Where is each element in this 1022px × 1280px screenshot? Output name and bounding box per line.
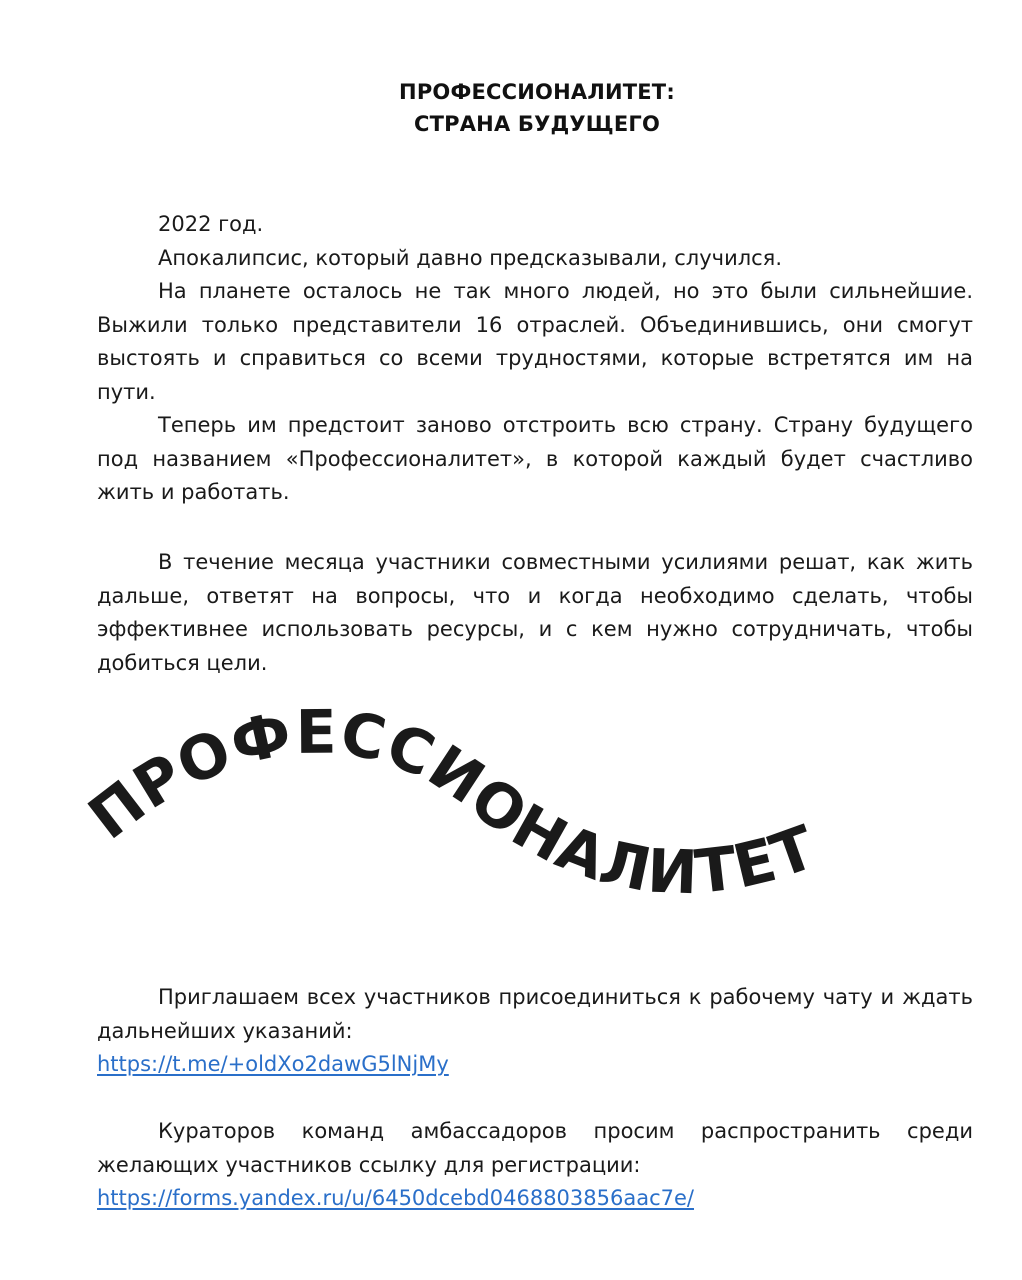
intro-paragraph-3: Теперь им предстоит заново отстроить всю страну. Страну будущего под названием «Профессионалитет», в которой каждый будет счастливо жить и работать. — [97, 413, 973, 504]
page-title-line-1: ПРОФЕССИОНАЛИТЕТ: — [399, 80, 675, 104]
wave-logo-text — [76, 700, 825, 908]
mission-paragraph: В течение месяца участники совместными усилиями решат, как жить дальше, ответят на вопросы, что и когда необходимо сделать, чтобы эффективнее использовать ресурсы, и с кем нужно сотрудничать, чтобы добиться цели. — [97, 550, 973, 675]
page-title-line-2: СТРАНА БУДУЩЕГО — [413, 112, 661, 136]
registration-paragraph: Кураторов команд амбассадоров просим распространить среди желающих участников ссылку для регистрации: — [97, 1119, 973, 1177]
intro-paragraph-1: Апокалипсис, который давно предсказывали, случился. — [158, 245, 782, 270]
wave-logo-textpath: ПРОФЕССИОНАЛИТЕТ — [76, 700, 825, 909]
registration-link[interactable]: https://forms.yandex.ru/u/6450dcebd0468803856aac7e/ — [97, 1186, 694, 1210]
mission-section — [97, 546, 973, 680]
intro-paragraph-2: На планете осталось не так много людей, но это были сильнейшие. Выжили только представители 16 отраслей. Объединившись, они смогут выстоять и справиться со всеми трудностями, которые встретятся им на пути. — [97, 279, 973, 404]
chat-link[interactable]: https://t.me/+oldXo2dawG5lNjMy — [97, 1052, 449, 1076]
intro-year: 2022 год. — [158, 212, 264, 236]
chat-invite-paragraph: Приглашаем всех участников присоединиться к рабочему чату и ждать дальнейших указаний: — [97, 985, 973, 1043]
chat-invite-section — [97, 981, 973, 1082]
registration-section — [97, 1115, 973, 1216]
wave-logo — [0, 700, 1022, 970]
intro-section — [97, 208, 973, 510]
